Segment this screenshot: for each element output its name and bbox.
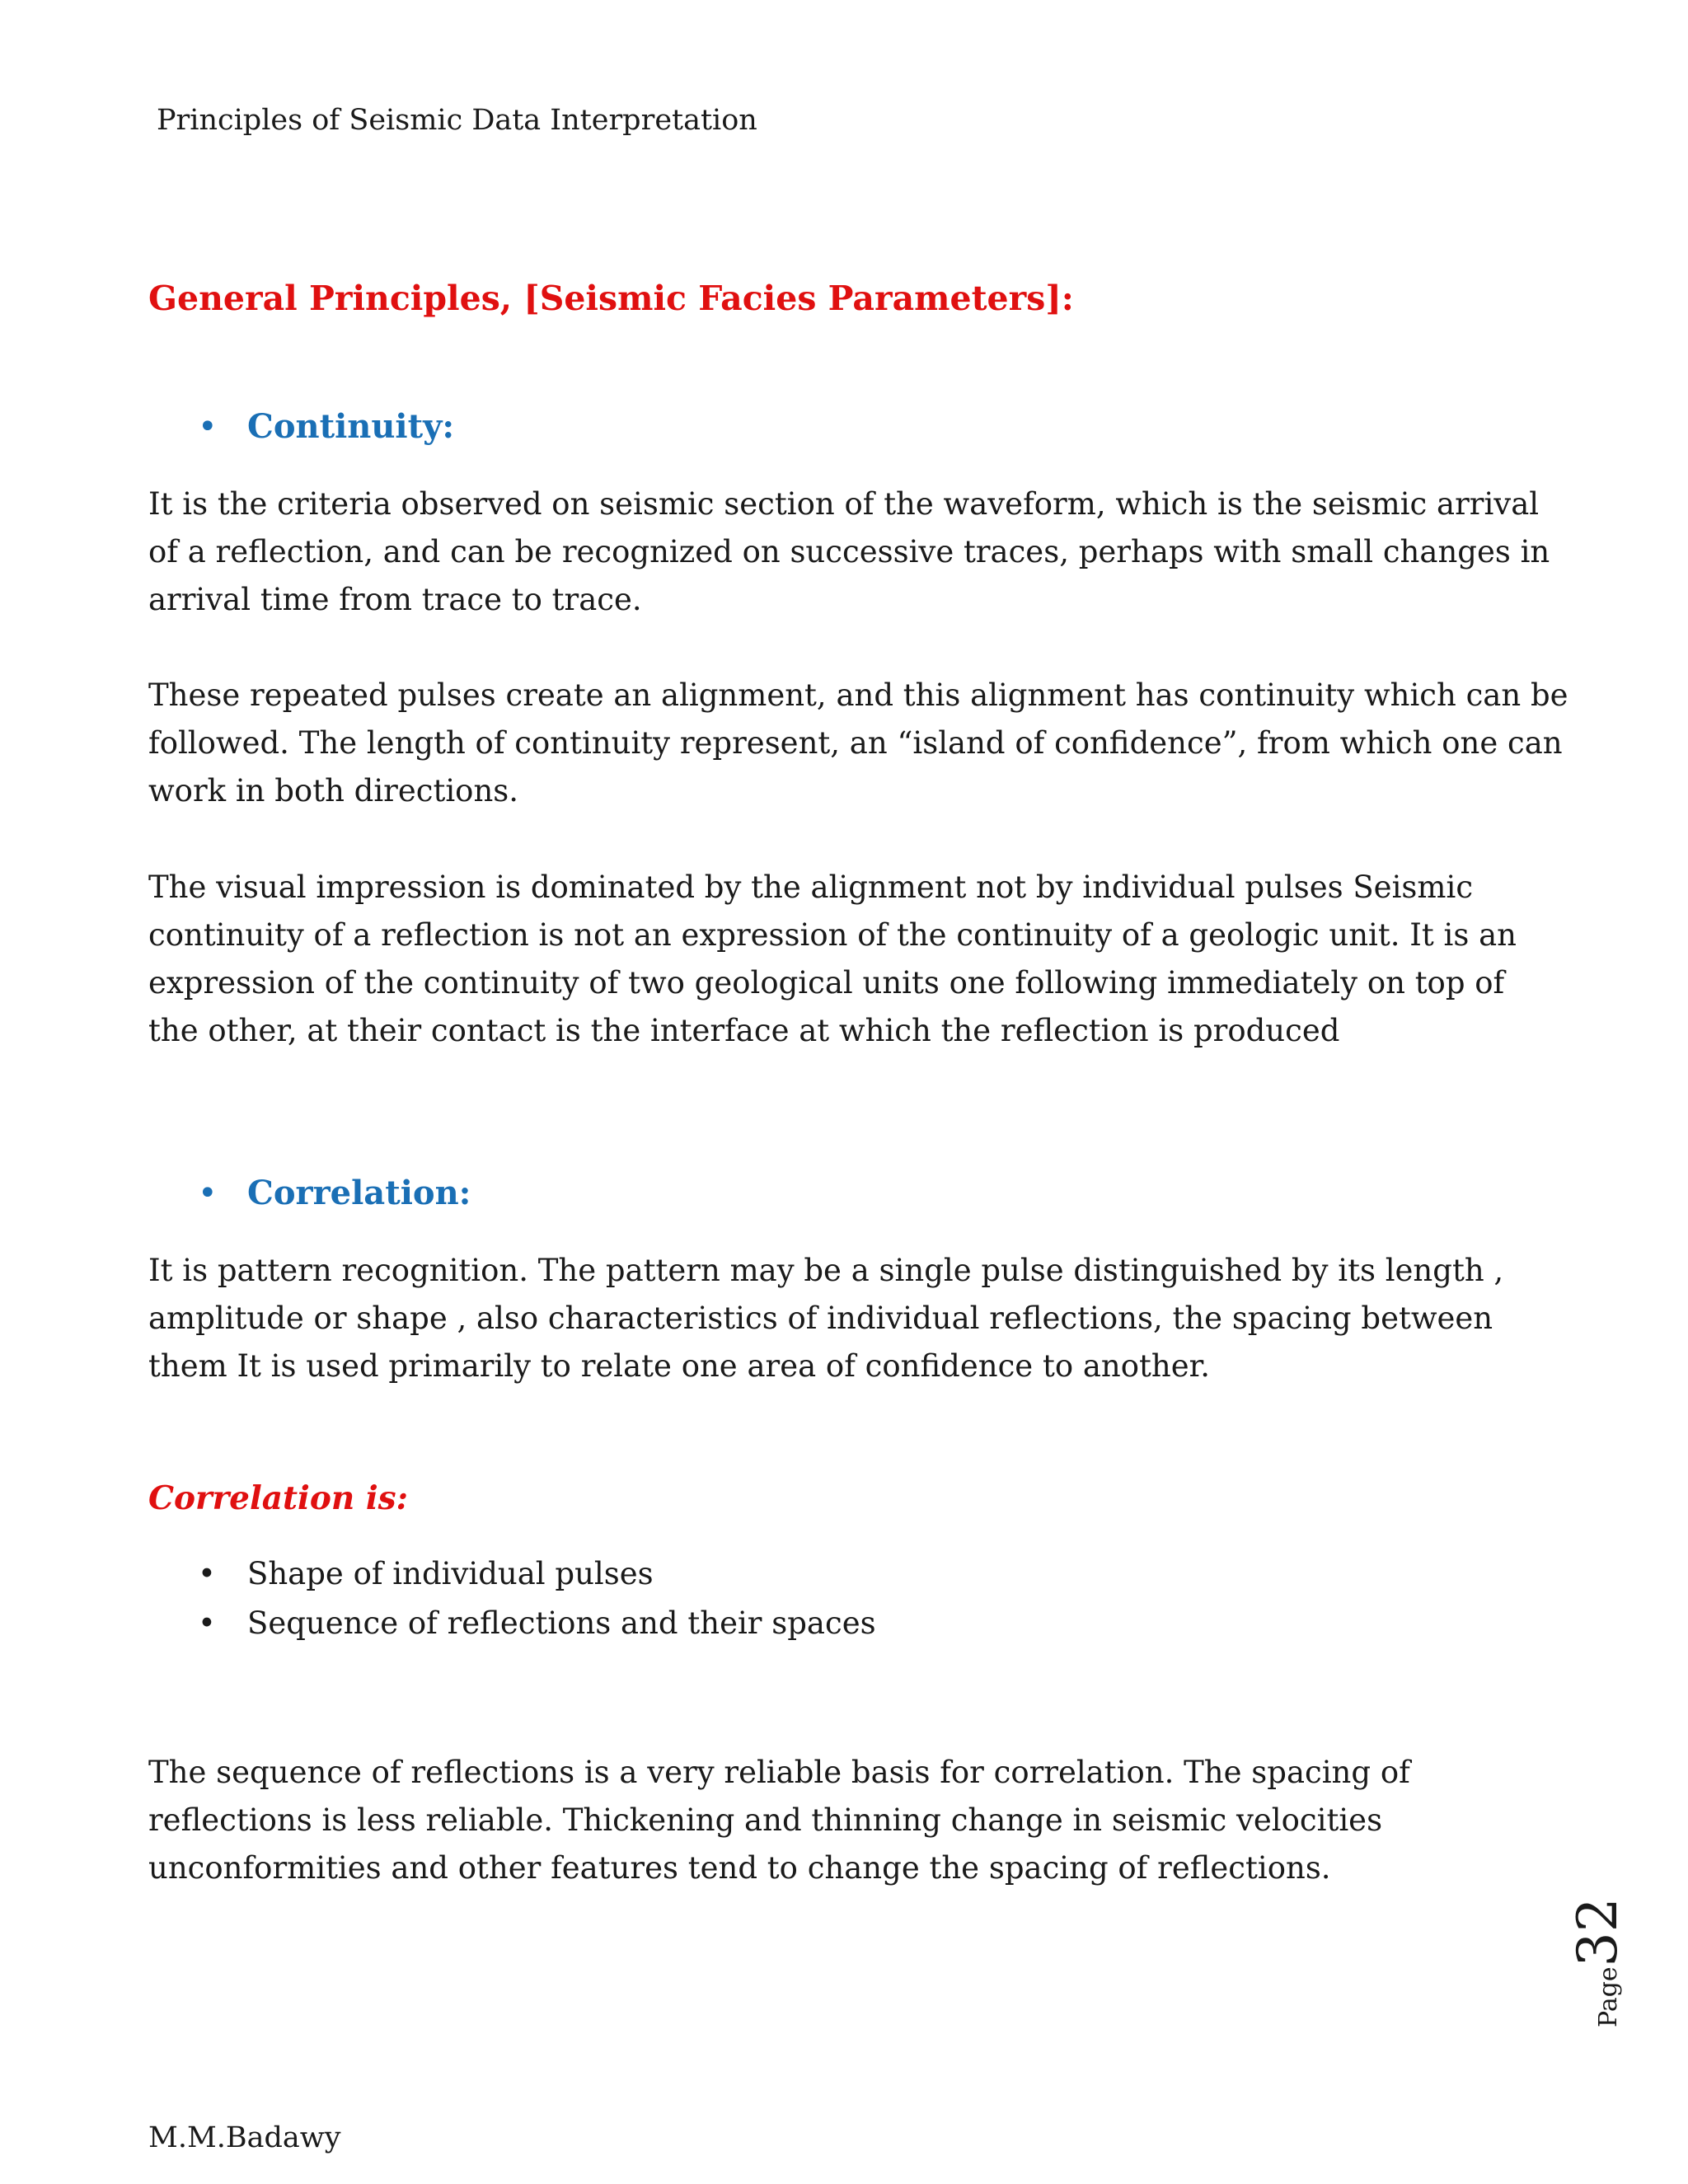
correlation-subheading: Correlation is: bbox=[148, 1479, 408, 1517]
text-line: The visual impression is dominated by the alignment not by individual pulses Seismic bbox=[148, 869, 1474, 905]
list-item bbox=[198, 1599, 876, 1648]
list-item-text: Shape of individual pulses bbox=[247, 1556, 654, 1591]
continuity-heading-text: Continuity: bbox=[247, 407, 455, 446]
text-line: followed. The length of continuity represent, an “island of confidence”, from which one can bbox=[148, 725, 1563, 761]
running-header: Principles of Seismic Data Interpretation bbox=[157, 104, 757, 137]
text-line: continuity of a reflection is not an expression of the continuity of a geologic unit. It is an bbox=[148, 917, 1517, 953]
page-number-value: 32 bbox=[1566, 1897, 1629, 1967]
text-line: the other, at their contact is the interface at which the reflection is produced bbox=[148, 1013, 1340, 1048]
correlation-heading-text: Correlation: bbox=[247, 1174, 471, 1212]
page-number bbox=[1566, 1863, 1640, 2027]
correlation-paragraph bbox=[148, 1247, 1550, 1390]
bullet-icon: • bbox=[198, 1556, 216, 1591]
continuity-paragraph-2 bbox=[148, 672, 1568, 815]
text-line: reflections is less reliable. Thickening and thinning change in seismic velocities bbox=[148, 1802, 1383, 1838]
section-title: General Principles, [Seismic Facies Parameters]: bbox=[148, 279, 1074, 318]
text-line: The sequence of reflections is a very reliable basis for correlation. The spacing of bbox=[148, 1755, 1410, 1790]
bullet-icon: • bbox=[198, 408, 218, 446]
text-line: unconformities and other features tend to change the spacing of reflections. bbox=[148, 1850, 1331, 1886]
correlation-closing-paragraph bbox=[148, 1749, 1550, 1892]
text-line: expression of the continuity of two geological units one following immediately on top of bbox=[148, 965, 1505, 1001]
text-line: amplitude or shape , also characteristics of individual reflections, the spacing between bbox=[148, 1301, 1493, 1336]
text-line: These repeated pulses create an alignment, and this alignment has continuity which can be bbox=[148, 677, 1568, 713]
text-line: It is the criteria observed on seismic section of the waveform, which is the seismic arrival bbox=[148, 486, 1540, 522]
continuity-heading bbox=[198, 404, 454, 450]
bullet-icon: • bbox=[198, 1605, 216, 1641]
continuity-paragraph-1 bbox=[148, 480, 1550, 624]
list-item bbox=[198, 1549, 876, 1599]
text-line: arrival time from trace to trace. bbox=[148, 582, 642, 617]
footer-author: M.M.Badawy bbox=[148, 2121, 341, 2154]
text-line: of a reflection, and can be recognized on successive traces, perhaps with small changes in bbox=[148, 534, 1550, 569]
bullet-icon: • bbox=[198, 1174, 218, 1212]
text-line: It is pattern recognition. The pattern may be a single pulse distinguished by its length , bbox=[148, 1253, 1504, 1288]
text-line: work in both directions. bbox=[148, 773, 519, 808]
correlation-list bbox=[198, 1549, 876, 1648]
continuity-paragraph-3 bbox=[148, 864, 1550, 1055]
correlation-heading bbox=[198, 1170, 471, 1216]
list-item-text: Sequence of reflections and their spaces bbox=[247, 1605, 876, 1641]
page-label: Page bbox=[1594, 1966, 1623, 2027]
text-line: them It is used primarily to relate one area of confidence to another. bbox=[148, 1348, 1211, 1384]
